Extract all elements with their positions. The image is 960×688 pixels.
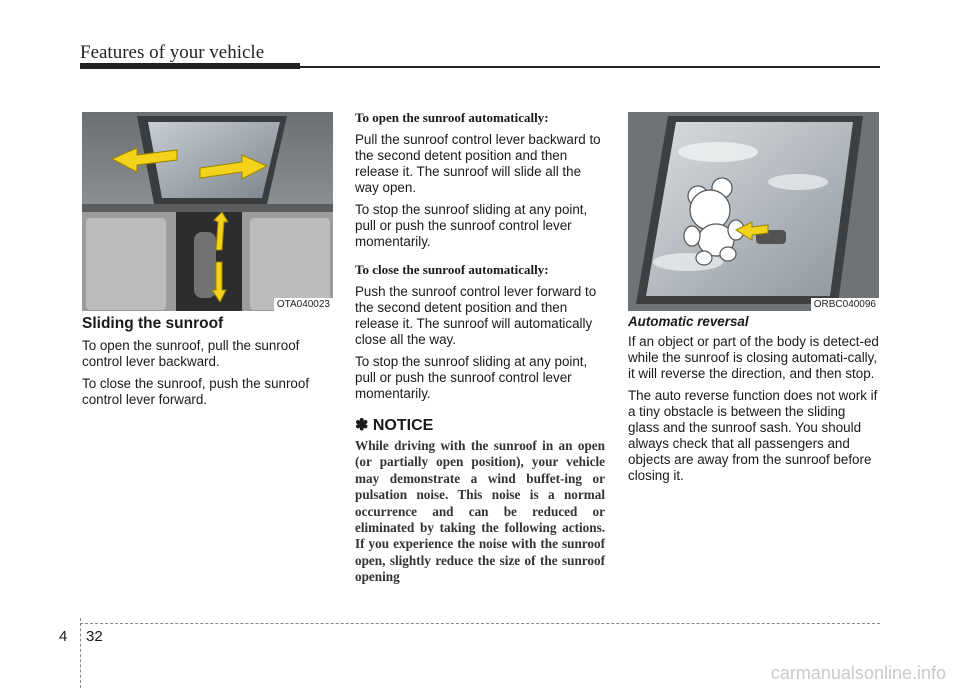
paragraph: Pull the sunroof control lever backward to the second detent position and then release it. The sunroof will slide all the way open. [355, 132, 601, 195]
paragraph: To stop the sunroof sliding at any point, pull or push the sunroof control lever momentarily. [355, 354, 588, 401]
paragraph: To open the sunroof, pull the sunroof control lever backward. [82, 338, 300, 369]
subheading-open: To open the sunroof automatically: [355, 110, 549, 125]
sunroof-obstacle-illustration [628, 112, 879, 311]
subheading-close: To close the sunroof automatically: [355, 262, 549, 277]
column-left [82, 316, 334, 414]
sunroof-lever-figure [82, 112, 333, 311]
paragraph: To close the sunroof, push the sunroof control lever forward. [82, 376, 310, 407]
column-middle [355, 110, 605, 586]
paragraph: The auto reverse function does not work if a tiny obstacle is between the sliding glass and the sunroof sash. You should always check that all passengers and objects are away from the sunroof before closing it. [628, 388, 878, 483]
notice-title: NOTICE [372, 417, 434, 434]
chapter-number: 4 [59, 628, 68, 645]
figure-code-left: OTA040023 [274, 298, 333, 311]
watermark: carmanualsonline.info [770, 663, 946, 683]
section-heading: Sliding the sunroof [82, 315, 224, 332]
automatic-reversal-figure [628, 112, 879, 311]
page-header-title: Features of your vehicle [80, 42, 265, 63]
paragraph: If an object or part of the body is detect-ed while the sunroof is closing automati-cally, it will reverse the direction, and then stop. [628, 334, 879, 381]
sunroof-lever-illustration [82, 112, 333, 311]
figure-code-right: ORBC040096 [811, 298, 879, 311]
column-right [628, 314, 880, 490]
section-heading-automatic-reversal: Automatic reversal [628, 314, 749, 329]
page-number: 32 [86, 628, 103, 645]
notice-heading [355, 418, 605, 434]
notice-body: While driving with the sunroof in an open (or partially open position), your vehicle may demonstrate a wind buffet-ing or pulsation noise. This noise is a normal occurrence and can be reduced or eliminated by taking the following actions. If you experience the noise with the sunroof open, slightly reduce the size of the sunroof opening [355, 438, 605, 585]
header-rule [80, 66, 880, 68]
paragraph: To stop the sunroof sliding at any point, pull or push the sunroof control lever momentarily. [355, 202, 588, 249]
notice-icon: ✽ [355, 417, 369, 434]
footer-rule [80, 623, 880, 624]
paragraph: Push the sunroof control lever forward to the second detent position and then release it. The sunroof will automatically close all the way. [355, 284, 597, 347]
footer-divider [80, 618, 82, 688]
